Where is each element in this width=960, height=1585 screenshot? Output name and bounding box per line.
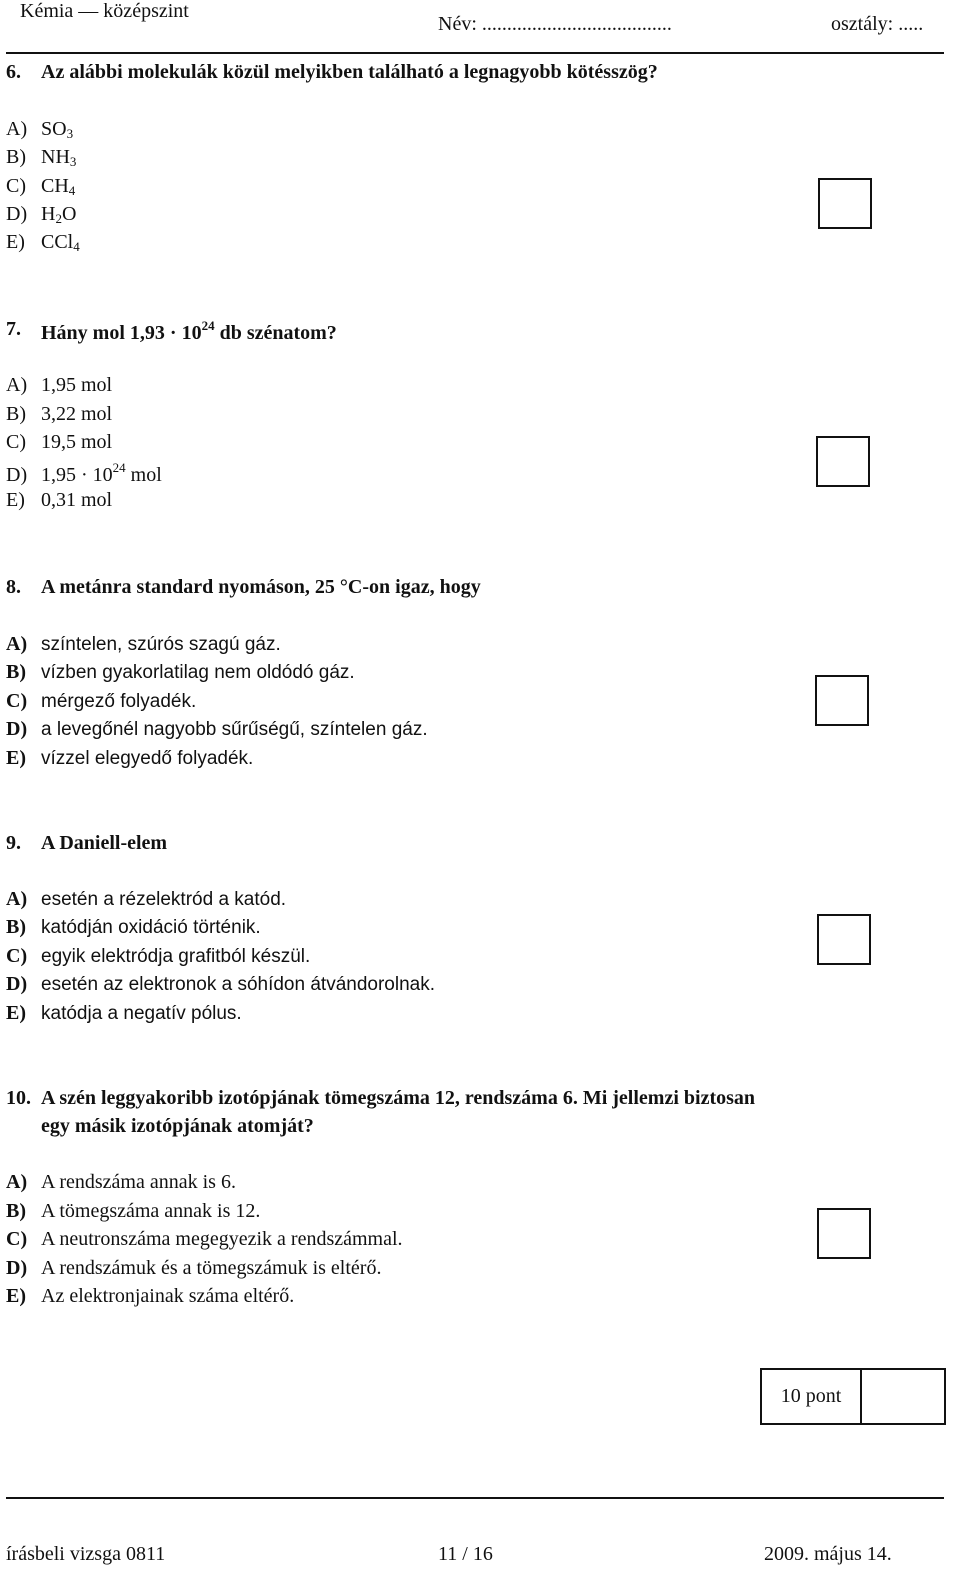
q10-option-e: E) Az elektronjainak száma eltérő. (6, 1285, 295, 1307)
q7-option-a: A) 1,95 mol (6, 374, 113, 396)
points-label: 10 pont (762, 1370, 862, 1423)
q6-option-b: B) $NH_3$ (6, 146, 77, 169)
q10-answer-box[interactable] (817, 1208, 871, 1259)
q6-option-e: E) CCl$_4$ (6, 231, 80, 254)
q9-answer-box[interactable] (817, 914, 871, 965)
q8-option-e: E) vízzel elegyedő folyadék. (6, 747, 254, 769)
question-9-number: 9. (6, 832, 21, 854)
q8-option-d: D) a levegőnél nagyobb sűrűségű, színtelen gáz. (6, 718, 428, 740)
q6-option-a: A) $SO_3$ (6, 118, 74, 141)
q9-option-c: C) egyik elektródja grafitból készül. (6, 945, 311, 967)
q10-option-c: C) A neutronszáma megegyezik a rendszámmal. (6, 1228, 403, 1250)
footer-rule (6, 1497, 944, 1499)
q9-option-b: B) katódján oxidáció történik. (6, 916, 261, 938)
q9-option-e: E) katódja a negatív pólus. (6, 1002, 242, 1024)
q7-option-d: D) $1,95 \cdot 10^{24}$ mol (6, 460, 162, 486)
q9-option-d: D) esetén az elektronok a sóhídon átvándorolnak. (6, 973, 435, 995)
question-6-number: 6. (6, 61, 21, 83)
q8-answer-box[interactable] (815, 675, 869, 726)
q10-option-d: D) A rendszámuk és a tömegszámuk is eltérő. (6, 1257, 382, 1279)
q9-option-a: A) esetén a rézelektród a katód. (6, 888, 287, 910)
q10-option-b: B) A tömegszáma annak is 12. (6, 1200, 261, 1222)
footer-date: 2009. május 14. (764, 1543, 892, 1565)
q10-option-a: A) A rendszáma annak is 6. (6, 1171, 236, 1193)
footer-exam-code: írásbeli vizsga 0811 (6, 1543, 166, 1565)
q7-option-e: E) 0,31 mol (6, 489, 113, 511)
q7-answer-box[interactable] (816, 436, 870, 487)
points-box (760, 1368, 946, 1425)
question-6-text: Az alábbi molekulák közül melyikben található a legnagyobb kötésszög? (41, 61, 658, 83)
q8-option-a: A) színtelen, szúrós szagú gáz. (6, 633, 281, 655)
footer-page-number: 11 / 16 (438, 1543, 493, 1565)
header-rule (6, 52, 944, 54)
q7-option-c: C) 19,5 mol (6, 431, 113, 453)
q6-answer-box[interactable] (818, 178, 872, 229)
header-name-field: Név: ...................................... (438, 13, 672, 35)
q7-option-b: B) 3,22 mol (6, 403, 113, 425)
question-9-text: A Daniell-elem (41, 832, 168, 854)
question-10-text-line2: egy másik izotópjának atomját? (41, 1115, 314, 1137)
question-7-number: 7. (6, 318, 21, 340)
question-10-number: 10. (6, 1087, 31, 1109)
q6-option-d: D) $H_2O$ (6, 203, 77, 226)
question-10-text-line1: A szén leggyakoribb izotópjának tömegszáma 12, rendszáma 6. Mi jellemzi biztosan (41, 1087, 756, 1109)
question-8-text: A metánra standard nyomáson, 25 °C-on igaz, hogy (41, 576, 481, 598)
question-8-number: 8. (6, 576, 21, 598)
header-subject: Kémia — középszint (20, 0, 189, 22)
q8-option-b: B) vízben gyakorlatilag nem oldódó gáz. (6, 661, 355, 683)
q6-option-c: C) $CH_4$ (6, 175, 76, 198)
points-score-field[interactable] (862, 1370, 944, 1423)
q8-option-c: C) mérgező folyadék. (6, 690, 197, 712)
header-class-field: osztály: ..... (831, 13, 924, 35)
question-7-text: Hány mol $1,93 \cdot 10^{24}$ db szénatom? (41, 318, 337, 344)
